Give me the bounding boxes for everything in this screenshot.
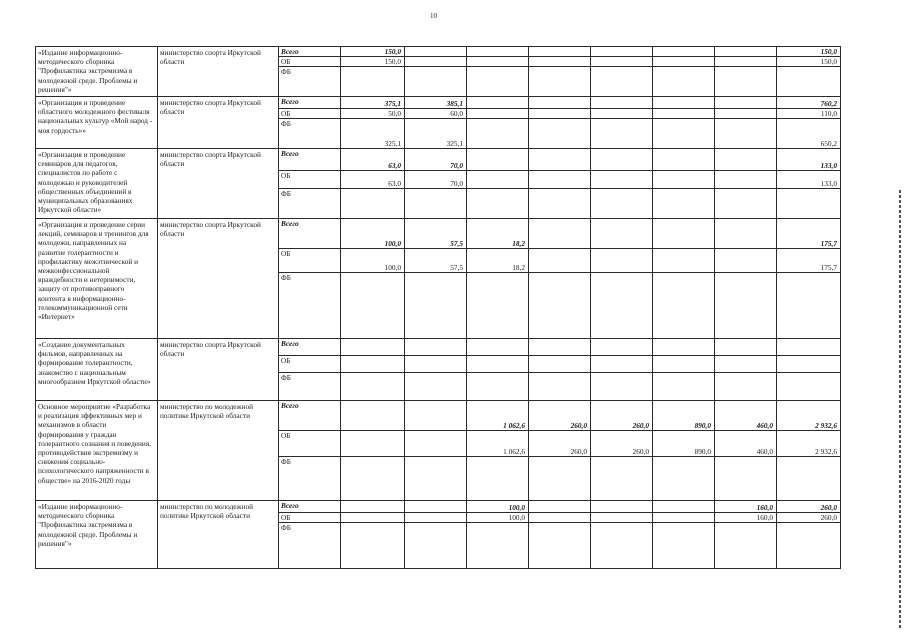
- funding-value-cell: 133,0: [777, 171, 841, 189]
- activity-description-line: враждебности и нетерпимости,: [38, 275, 136, 285]
- funding-value-cell: [653, 339, 715, 356]
- funding-value-cell: [529, 457, 591, 501]
- activity-description-line: «Издание информационно-: [38, 48, 123, 57]
- funding-value-cell: [529, 273, 591, 339]
- funding-value-cell: [653, 501, 715, 513]
- funding-value-cell: [777, 273, 841, 339]
- funding-value-cell: 50,0: [341, 109, 405, 119]
- funding-value-cell: 160,0: [715, 513, 777, 523]
- responsible-executor-line: области: [160, 159, 185, 169]
- funding-value-cell: [529, 119, 591, 149]
- page-number: 10: [430, 12, 437, 20]
- funding-value-cell: [529, 47, 591, 57]
- funding-value-cell: [715, 457, 777, 501]
- funding-value-cell: [653, 171, 715, 189]
- funding-value-cell: [467, 273, 529, 339]
- responsible-executor: [158, 339, 279, 401]
- funding-value-cell: 460,0: [715, 401, 777, 431]
- activity-description-line: профилактику межэтнической и: [38, 256, 138, 266]
- funding-value-cell: [341, 356, 405, 373]
- funding-value-cell: [715, 523, 777, 569]
- funding-value-cell: [591, 219, 653, 249]
- funding-source-label: Всего: [279, 149, 341, 171]
- activity-description-line: муниципальных образованиях: [38, 196, 133, 206]
- funding-value-cell: [715, 249, 777, 273]
- funding-value-cell: [715, 373, 777, 401]
- funding-value-cell: 1 062,6: [467, 431, 529, 457]
- activity-description-line: «Интернет»: [38, 312, 75, 322]
- funding-value-cell: 760,2: [777, 97, 841, 109]
- funding-value-cell: 18,2: [467, 219, 529, 249]
- funding-value-cell: [529, 513, 591, 523]
- funding-source-label: Всего: [279, 97, 341, 109]
- funding-source-label: Всего: [279, 219, 341, 249]
- scan-page-edge: [899, 190, 901, 630]
- activity-description-line: решения"»: [38, 84, 72, 94]
- funding-value-cell: [777, 373, 841, 401]
- funding-source-label: ОБ: [279, 249, 341, 273]
- funding-value-cell: [529, 339, 591, 356]
- funding-value-cell: 375,1: [341, 97, 405, 109]
- funding-value-cell: 1 062,6: [467, 401, 529, 431]
- activity-description-line: телекоммуникационной сети: [38, 302, 128, 312]
- funding-value-cell: [591, 273, 653, 339]
- funding-value-cell: [715, 109, 777, 119]
- funding-value-cell: 100,0: [341, 249, 405, 273]
- funding-value-cell: [715, 273, 777, 339]
- funding-value-cell: [591, 373, 653, 401]
- funding-value-cell: [715, 356, 777, 373]
- funding-value-cell: [653, 457, 715, 501]
- funding-source-label: ОБ: [279, 171, 341, 189]
- funding-value-cell: [467, 57, 529, 67]
- table-row: [36, 149, 841, 171]
- funding-value-cell: [467, 356, 529, 373]
- activity-description-line: семинаров для педагогов,: [38, 159, 118, 169]
- funding-value-cell: [467, 97, 529, 109]
- funding-value-cell: [591, 249, 653, 273]
- activity-description-line: механизмов в области: [38, 420, 107, 430]
- funding-value-cell: [405, 189, 467, 219]
- funding-source-label: Всего: [279, 401, 341, 431]
- funding-value-cell: [653, 47, 715, 57]
- funding-source-label: ФБ: [279, 189, 341, 219]
- funding-value-cell: [341, 431, 405, 457]
- responsible-executor-line: министерство спорта Иркутской: [160, 340, 261, 349]
- responsible-executor-line: министерство спорта Иркутской: [160, 98, 261, 107]
- funding-value-cell: [529, 373, 591, 401]
- funding-value-cell: [341, 273, 405, 339]
- funding-value-cell: [591, 119, 653, 149]
- activity-description-line: формирования у граждан: [38, 429, 117, 439]
- funding-value-cell: 150,0: [777, 57, 841, 67]
- funding-value-cell: 890,0: [653, 401, 715, 431]
- responsible-executor-line: области: [160, 349, 185, 359]
- funding-value-cell: [591, 97, 653, 109]
- funding-value-cell: 460,0: [715, 431, 777, 457]
- funding-value-cell: [529, 249, 591, 273]
- funding-value-cell: [591, 457, 653, 501]
- funding-value-cell: 2 932,6: [777, 431, 841, 457]
- activity-description-line: психологического напряженности в: [38, 466, 149, 476]
- table-row: [36, 219, 841, 249]
- activity-description-line: многообразием Иркутской области»: [38, 376, 151, 386]
- funding-value-cell: [653, 149, 715, 171]
- funding-value-cell: [467, 523, 529, 569]
- funding-value-cell: [405, 431, 467, 457]
- activity-description: [36, 501, 158, 569]
- activity-description-line: молодежью и руководителей: [38, 177, 128, 187]
- funding-source-label: ОБ: [279, 513, 341, 523]
- funding-value-cell: 325,1: [405, 119, 467, 149]
- funding-value-cell: [591, 171, 653, 189]
- funding-source-label: Всего: [279, 47, 341, 57]
- funding-value-cell: [529, 149, 591, 171]
- funding-value-cell: [529, 501, 591, 513]
- funding-value-cell: [653, 523, 715, 569]
- funding-value-cell: [529, 219, 591, 249]
- activity-description-line: «Организация и проведение серии: [38, 220, 146, 229]
- funding-value-cell: [405, 401, 467, 431]
- funding-value-cell: [777, 356, 841, 373]
- funding-value-cell: [467, 373, 529, 401]
- funding-value-cell: [467, 339, 529, 356]
- responsible-executor-line: политике Иркутской области: [160, 411, 250, 421]
- funding-value-cell: [591, 523, 653, 569]
- funding-value-cell: 63,0: [341, 171, 405, 189]
- funding-value-cell: [715, 67, 777, 97]
- funding-source-label: ОБ: [279, 431, 341, 457]
- responsible-executor-line: министерство спорта Иркутской: [160, 150, 261, 159]
- activity-description-line: "Профилактика экстремизма в: [38, 520, 133, 530]
- responsible-executor-line: министерство по молодежной: [160, 502, 254, 511]
- responsible-executor-line: политике Иркутской области: [160, 511, 250, 521]
- responsible-executor: [158, 149, 279, 219]
- activity-description: [36, 97, 158, 149]
- funding-value-cell: [467, 47, 529, 57]
- funding-value-cell: [405, 501, 467, 513]
- funding-value-cell: 60,0: [405, 109, 467, 119]
- activity-description-line: толерантного сознания и поведения,: [38, 438, 152, 448]
- activity-description: [36, 219, 158, 339]
- funding-value-cell: 175,7: [777, 219, 841, 249]
- funding-value-cell: [653, 373, 715, 401]
- funding-value-cell: 150,0: [341, 47, 405, 57]
- activity-description-line: моя гордость»»: [38, 125, 86, 135]
- funding-value-cell: 2 932,6: [777, 401, 841, 431]
- funding-value-cell: 260,0: [777, 513, 841, 523]
- funding-source-label: ОБ: [279, 356, 341, 373]
- funding-value-cell: [529, 67, 591, 97]
- funding-value-cell: [467, 119, 529, 149]
- funding-value-cell: 385,1: [405, 97, 467, 109]
- table-row: [36, 401, 841, 431]
- responsible-executor: [158, 47, 279, 97]
- activity-description: [36, 47, 158, 97]
- funding-value-cell: [715, 171, 777, 189]
- funding-value-cell: [467, 171, 529, 189]
- funding-value-cell: [715, 149, 777, 171]
- funding-value-cell: [341, 67, 405, 97]
- table-row: [36, 501, 841, 513]
- funding-value-cell: [591, 513, 653, 523]
- funding-value-cell: 175,7: [777, 249, 841, 273]
- funding-value-cell: 260,0: [777, 501, 841, 513]
- funding-value-cell: [467, 149, 529, 171]
- activity-description-line: знакомство с национальным: [38, 367, 126, 377]
- funding-value-cell: [653, 119, 715, 149]
- funding-value-cell: 325,1: [341, 119, 405, 149]
- funding-value-cell: [591, 109, 653, 119]
- activity-description-line: решения"»: [38, 538, 72, 548]
- funding-value-cell: [405, 47, 467, 57]
- activity-description-line: контента в информационно-: [38, 293, 126, 303]
- funding-value-cell: [653, 273, 715, 339]
- funding-value-cell: [467, 457, 529, 501]
- funding-value-cell: [341, 189, 405, 219]
- funding-value-cell: [529, 523, 591, 569]
- funding-value-cell: [341, 401, 405, 431]
- funding-value-cell: [591, 149, 653, 171]
- funding-value-cell: [591, 501, 653, 513]
- activity-description-line: молодежной среде. Проблемы и: [38, 75, 138, 85]
- funding-value-cell: [529, 57, 591, 67]
- funding-value-cell: [653, 219, 715, 249]
- funding-value-cell: [653, 67, 715, 97]
- funding-source-label: ФБ: [279, 119, 341, 149]
- activity-description-line: «Организация и проведение: [38, 98, 126, 107]
- funding-value-cell: [405, 67, 467, 97]
- activity-description-line: молодежной среде. Проблемы и: [38, 529, 138, 539]
- funding-value-cell: 260,0: [529, 431, 591, 457]
- funding-value-cell: [591, 356, 653, 373]
- activity-description-line: «Организация и проведение: [38, 150, 126, 159]
- activity-description: [36, 149, 158, 219]
- funding-value-cell: 150,0: [777, 47, 841, 57]
- funding-value-cell: [529, 171, 591, 189]
- funding-value-cell: [405, 373, 467, 401]
- responsible-executor: [158, 97, 279, 149]
- funding-value-cell: [715, 47, 777, 57]
- activity-description-line: развитие толерантности и: [38, 247, 119, 257]
- funding-value-cell: [715, 119, 777, 149]
- funding-value-cell: 18,2: [467, 249, 529, 273]
- funding-value-cell: [653, 513, 715, 523]
- funding-value-cell: 260,0: [591, 431, 653, 457]
- funding-source-label: Всего: [279, 339, 341, 356]
- funding-value-cell: [529, 97, 591, 109]
- funding-value-cell: [341, 457, 405, 501]
- funding-source-label: ОБ: [279, 57, 341, 67]
- funding-value-cell: [653, 109, 715, 119]
- funding-value-cell: [715, 189, 777, 219]
- activity-description-line: снижения социально-: [38, 457, 106, 467]
- funding-value-cell: [405, 513, 467, 523]
- activity-description-line: формирование толерантности,: [38, 358, 133, 368]
- activity-description-line: молодежи, направленных на: [38, 238, 127, 248]
- funding-value-cell: [467, 109, 529, 119]
- responsible-executor-line: министерство спорта Иркутской: [160, 220, 261, 229]
- activity-description-line: и реализация эффективных мер и: [38, 411, 142, 421]
- funding-value-cell: 160,0: [715, 501, 777, 513]
- funding-source-label: ФБ: [279, 523, 341, 569]
- responsible-executor: [158, 401, 279, 501]
- table-row: [36, 97, 841, 109]
- activity-description-line: специалистов по работе с: [38, 168, 118, 178]
- funding-value-cell: [405, 57, 467, 67]
- funding-value-cell: [341, 339, 405, 356]
- funding-value-cell: [777, 67, 841, 97]
- funding-value-cell: [405, 523, 467, 569]
- funding-value-cell: 70,0: [405, 171, 467, 189]
- activity-description-line: фильмов, направленных на: [38, 349, 123, 359]
- funding-value-cell: [715, 97, 777, 109]
- funding-value-cell: [715, 57, 777, 67]
- funding-value-cell: [405, 339, 467, 356]
- activity-description-line: методического сборника: [38, 57, 115, 67]
- funding-value-cell: 110,0: [777, 109, 841, 119]
- funding-value-cell: [529, 356, 591, 373]
- activity-description: [36, 401, 158, 501]
- activity-description-line: защиту от противоправного: [38, 284, 125, 294]
- activity-description-line: Иркутской области»: [38, 205, 102, 215]
- funding-value-cell: [591, 189, 653, 219]
- responsible-executor-line: министерство спорта Иркутской: [160, 48, 261, 57]
- funding-value-cell: [715, 219, 777, 249]
- funding-value-cell: [341, 501, 405, 513]
- activity-description-line: «Создание документальных: [38, 340, 125, 349]
- responsible-executor: [158, 501, 279, 569]
- funding-value-cell: [591, 47, 653, 57]
- funding-value-cell: [777, 189, 841, 219]
- funding-value-cell: [591, 57, 653, 67]
- funding-value-cell: 100,0: [467, 513, 529, 523]
- funding-table: [35, 46, 841, 569]
- activity-description-line: межконфессиональной: [38, 266, 110, 276]
- funding-value-cell: [341, 513, 405, 523]
- funding-source-label: ФБ: [279, 457, 341, 501]
- activity-description-line: национальных культур «Мой народ -: [38, 116, 153, 126]
- responsible-executor-line: области: [160, 107, 185, 117]
- funding-value-cell: [777, 523, 841, 569]
- activity-description-line: областного молодежного фестиваля: [38, 107, 150, 117]
- funding-value-cell: 63,0: [341, 149, 405, 171]
- funding-value-cell: [653, 249, 715, 273]
- funding-source-label: Всего: [279, 501, 341, 513]
- funding-value-cell: 650,2: [777, 119, 841, 149]
- funding-value-cell: [341, 523, 405, 569]
- funding-value-cell: 57,5: [405, 249, 467, 273]
- funding-value-cell: 100,0: [467, 501, 529, 513]
- funding-value-cell: [591, 67, 653, 97]
- responsible-executor: [158, 219, 279, 339]
- funding-value-cell: [653, 356, 715, 373]
- responsible-executor-line: области: [160, 57, 185, 67]
- funding-value-cell: [529, 109, 591, 119]
- funding-value-cell: [777, 457, 841, 501]
- funding-value-cell: 890,0: [653, 431, 715, 457]
- funding-value-cell: 260,0: [591, 401, 653, 431]
- funding-value-cell: [653, 189, 715, 219]
- responsible-executor-line: министерство по молодежной: [160, 402, 254, 411]
- activity-description-line: лекций, семинаров и тренингов для: [38, 229, 149, 239]
- funding-value-cell: 57,5: [405, 219, 467, 249]
- funding-source-label: ФБ: [279, 373, 341, 401]
- funding-value-cell: [653, 97, 715, 109]
- funding-value-cell: [715, 339, 777, 356]
- funding-value-cell: [529, 189, 591, 219]
- funding-value-cell: 260,0: [529, 401, 591, 431]
- responsible-executor-line: области: [160, 229, 185, 239]
- funding-value-cell: [777, 339, 841, 356]
- activity-description-line: Основное мероприятие «Разработка: [38, 402, 151, 411]
- funding-value-cell: [653, 57, 715, 67]
- activity-description-line: «Издание информационно-: [38, 502, 123, 511]
- funding-table-body: [36, 47, 841, 569]
- funding-value-cell: 150,0: [341, 57, 405, 67]
- funding-source-label: ФБ: [279, 273, 341, 339]
- table-row: [36, 47, 841, 57]
- funding-value-cell: [591, 339, 653, 356]
- funding-source-label: ОБ: [279, 109, 341, 119]
- funding-value-cell: [467, 189, 529, 219]
- activity-description-line: обществе» на 2016-2020 годы: [38, 475, 131, 485]
- funding-value-cell: 100,0: [341, 219, 405, 249]
- activity-description-line: общественных объединений в: [38, 186, 132, 196]
- activity-description-line: "Профилактика экстремизма в: [38, 66, 133, 76]
- funding-value-cell: 70,0: [405, 149, 467, 171]
- table-row: [36, 339, 841, 356]
- activity-description: [36, 339, 158, 401]
- funding-value-cell: [405, 273, 467, 339]
- funding-value-cell: [405, 457, 467, 501]
- funding-value-cell: 133,0: [777, 149, 841, 171]
- activity-description-line: противодействия экстремизму и: [38, 448, 139, 458]
- funding-value-cell: [467, 67, 529, 97]
- activity-description-line: методического сборника: [38, 511, 115, 521]
- funding-value-cell: [341, 373, 405, 401]
- funding-source-label: ФБ: [279, 67, 341, 97]
- funding-value-cell: [405, 356, 467, 373]
